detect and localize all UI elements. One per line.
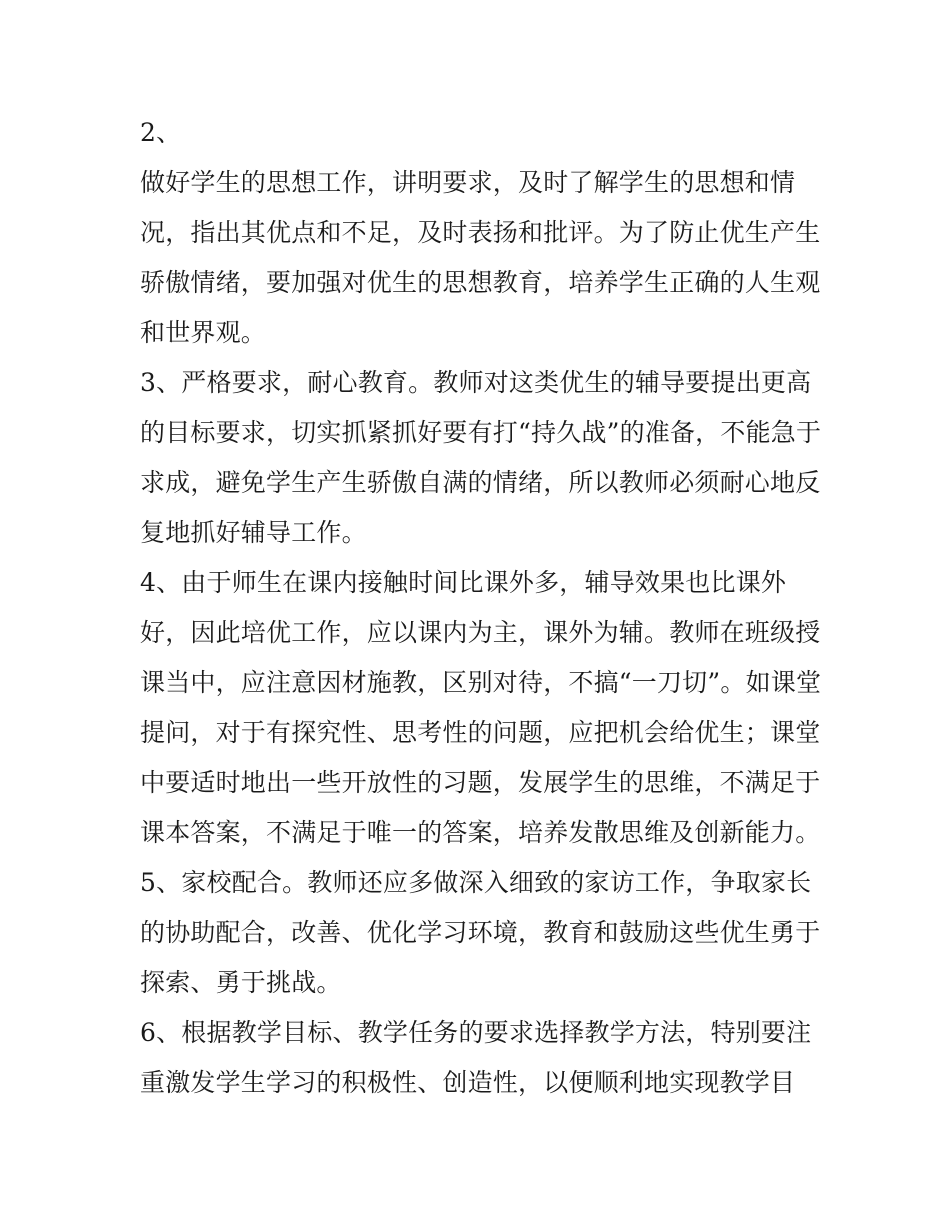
text-line: 5、家校配合。教师还应多做深入细致的家访工作，争取家长 <box>140 868 812 897</box>
text-line: 的目标要求，切实抓紧抓好要有打“持久战”的准备，不能急于 <box>140 418 822 447</box>
text-line: 提问，对于有探究性、思考性的问题，应把机会给优生；课堂 <box>140 718 821 747</box>
text-line: 重激发学生学习的积极性、创造性，以便顺利地实现教学目 <box>140 1068 796 1097</box>
paragraph-2-number <box>140 108 816 158</box>
text-line: 课当中，应注意因材施教，区别对待，不搞“一刀切”。如课堂 <box>140 668 822 697</box>
text-line: 3、严格要求，耐心教育。教师对这类优生的辅导要提出更高 <box>140 368 812 397</box>
paragraph-2-body <box>140 158 821 358</box>
text-line: 2、 <box>140 118 182 147</box>
document-body <box>140 108 822 1108</box>
text-line: 探索、勇于挑战。 <box>140 968 342 997</box>
paragraph-6 <box>140 1008 816 1108</box>
paragraph-5 <box>140 858 821 1008</box>
text-line: 课本答案，不满足于唯一的答案，培养发散思维及创新能力。 <box>140 818 821 847</box>
paragraph-3 <box>140 358 822 558</box>
text-line: 4、由于师生在课内接触时间比课外多，辅导效果也比课外 <box>140 568 787 597</box>
text-line: 求成，避免学生产生骄傲自满的情绪，所以教师必须耐心地反 <box>140 468 821 497</box>
text-line: 做好学生的思想工作，讲明要求，及时了解学生的思想和情 <box>140 168 796 197</box>
paragraph-4 <box>140 558 822 858</box>
text-line: 和世界观。 <box>140 318 267 347</box>
text-line: 况，指出其优点和不足，及时表扬和批评。为了防止优生产生 <box>140 218 821 247</box>
text-line: 中要适时地出一些开放性的习题，发展学生的思维，不满足于 <box>140 768 821 797</box>
text-line: 好，因此培优工作，应以课内为主，课外为辅。教师在班级授 <box>140 618 821 647</box>
text-line: 复地抓好辅导工作。 <box>140 518 367 547</box>
text-line: 的协助配合，改善、优化学习环境，教育和鼓励这些优生勇于 <box>140 918 821 947</box>
text-line: 6、根据教学目标、教学任务的要求选择教学方法，特别要注 <box>140 1018 812 1047</box>
text-line: 骄傲情绪，要加强对优生的思想教育，培养学生正确的人生观 <box>140 268 821 297</box>
